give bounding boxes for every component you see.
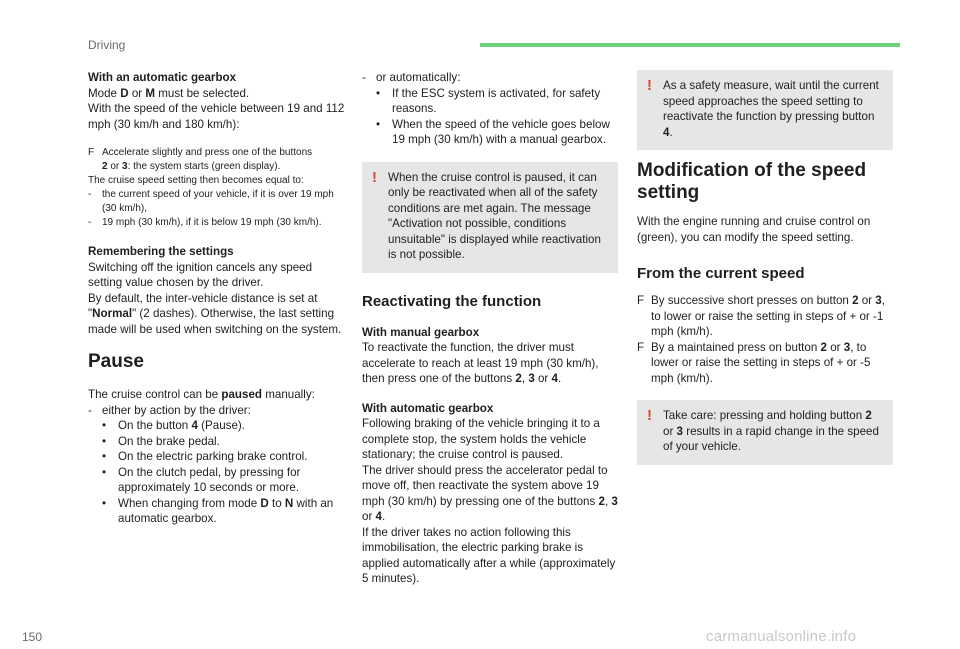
pause-bullet-clutch: • On the clutch pedal, by pressing for approximately 10 seconds or more. — [102, 465, 301, 494]
section-label: Driving — [88, 38, 126, 52]
automatic-gearbox-heading: With an automatic gearbox — [88, 71, 237, 84]
step-maintained-press: F By a maintained press on button 2 or 3, to lower or raise the setting in steps of + or -5 mph (km/h). — [637, 340, 871, 385]
automatic-pause-dash: - or automatically: — [362, 71, 461, 84]
warning-icon: ! — [372, 168, 377, 186]
pause-bullet-parking-brake: • On the electric parking brake control. — [102, 450, 308, 463]
warning-icon: ! — [647, 77, 652, 94]
remembering-settings-heading: Remembering the settings — [88, 245, 234, 258]
manual-gearbox-text: To reactivate the function, the driver must accelerate to reach at least 19 mph (30 km/h), then press one of the buttons 2, 3 or 4. — [362, 341, 599, 385]
modification-heading: Modification of the speed setting — [637, 160, 867, 203]
pause-intro: The cruise control can be paused manually: — [88, 388, 315, 401]
header-accent-bar — [480, 43, 900, 47]
step-marker-icon: F — [637, 340, 645, 354]
speed-range-text: With the speed of the vehicle between 19 and 112 mph (30 km/h and 180 km/h): — [88, 102, 345, 131]
pause-driver-action: - either by action by the driver: — [88, 403, 251, 417]
step-marker-icon: F — [88, 147, 95, 158]
column-2 — [362, 70, 618, 587]
manual-gearbox-heading: With manual gearbox — [362, 325, 480, 339]
pause-bullet-brake: • On the brake pedal. — [102, 434, 220, 448]
column-1 — [88, 70, 346, 527]
setting-dash-1: - the current speed of your vehicle, if it is over 19 mph (30 km/h), — [88, 189, 334, 214]
setting-intro: The cruise speed setting then becomes equal to: — [88, 175, 304, 186]
page-number: 150 — [22, 630, 43, 644]
pause-heading: Pause — [88, 351, 144, 372]
automatic-gearbox-text-2: The driver should press the accelerator pedal to move off, then reactivate the system above 19 mph (30 km/h) by pressing one of the buttons 2, 3 or 4. — [362, 463, 618, 523]
mode-selection-text: Mode D or M must be selected. — [88, 86, 250, 100]
remembering-settings-text-1: Switching off the ignition cancels any speed setting value chosen by the driver. — [88, 260, 313, 289]
pause-bullet-button: • On the button 4 (Pause). — [102, 419, 245, 432]
modification-text: With the engine running and cruise control on (green), you can modify the speed setting. — [637, 215, 871, 244]
watermark: carmanualsonline.info — [706, 628, 857, 645]
step-marker-icon: F — [637, 294, 645, 307]
automatic-gearbox-text-3: If the driver takes no action following this immobilisation, the electric parking brake is applied automatically after a while (approximately 5 minutes). — [362, 525, 616, 585]
automatic-gearbox-text-1: Following braking of the vehicle bringing it to a complete stop, the system holds the vehicle stationary; the cruise control is paused. — [362, 417, 600, 461]
auto-pause-bullet-speed: • When the speed of the vehicle goes below 19 mph (30 km/h) with a manual gearbox. — [376, 117, 610, 146]
pause-bullet-mode-change: • When changing from mode D to N with an automatic gearbox. — [102, 496, 334, 525]
current-speed-heading: From the current speed — [637, 265, 805, 282]
reactivation-warning-note: ! When the cruise control is paused, it can only be reactivated when all of the safety conditions are met again. The message "Activation not possible, conditions unsuitable" is displayed while reactivation is not possible. — [362, 162, 618, 273]
reactivating-heading: Reactivating the function — [362, 292, 542, 310]
rapid-change-note: ! Take care: pressing and holding button 2 or 3 results in a rapid change in the speed of your vehicle. — [637, 400, 893, 465]
column-3 — [637, 70, 893, 465]
step-short-press: F By successive short presses on button 2 or 3, to lower or raise the setting in steps of + or -1 mph (km/h). — [637, 294, 885, 338]
safety-note: ! As a safety measure, wait until the current speed approaches the speed setting to reactivate the function by pressing button 4. — [637, 70, 893, 150]
setting-dash-2: - 19 mph (30 km/h), if it is below 19 mph (30 km/h). — [88, 217, 322, 228]
automatic-gearbox-heading-2: With automatic gearbox — [362, 401, 494, 415]
step-accelerate: F Accelerate slightly and press one of the buttons 2 or 3: the system starts (green display). — [88, 147, 313, 172]
warning-icon: ! — [647, 407, 652, 424]
remembering-settings-text-2: By default, the inter-vehicle distance is set at "Normal" (2 dashes). Otherwise, the last setting made will be used when switching on the system. — [88, 291, 342, 336]
auto-pause-bullet-esc: • If the ESC system is activated, for safety reasons. — [376, 86, 601, 115]
